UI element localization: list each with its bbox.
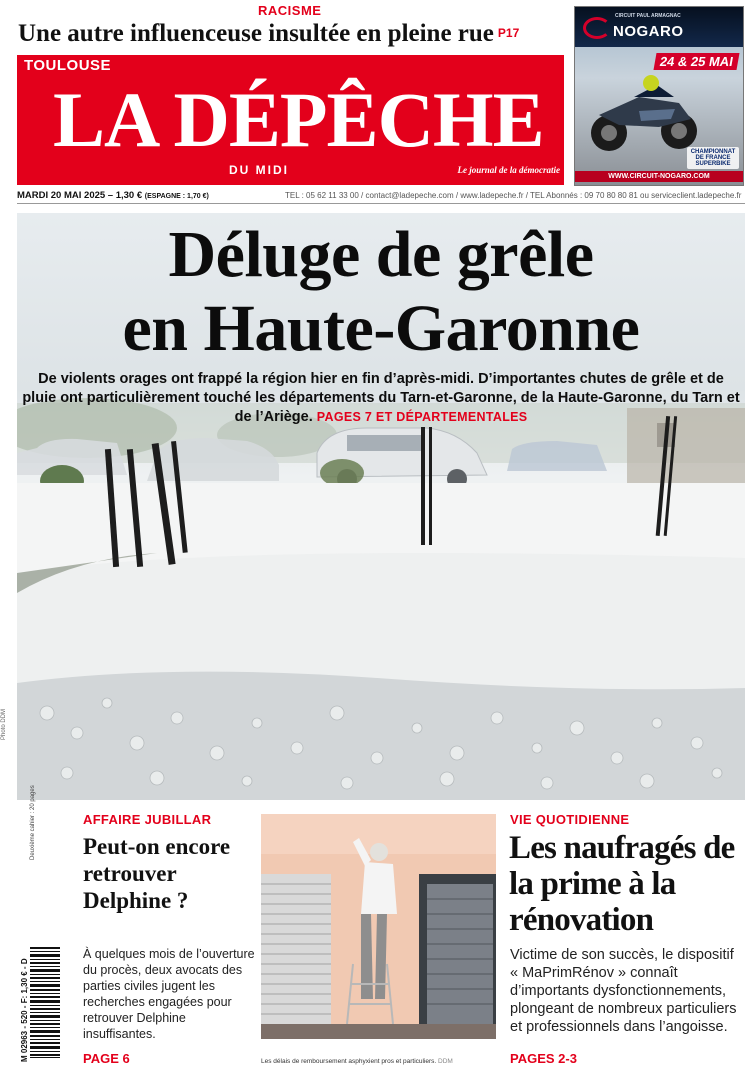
masthead-logo: LA DÉPÊCHE [53, 76, 544, 163]
barcode-icon [29, 945, 61, 1060]
ad-brand: NOGARO [613, 23, 684, 40]
main-pages-ref[interactable]: PAGES 7 ET DÉPARTEMENTALES [316, 410, 528, 424]
photo-credit: Photo DDM [1, 708, 7, 740]
motorcycle-icon [579, 75, 709, 153]
ad-url[interactable]: WWW.CIRCUIT-NOGARO.COM [575, 171, 743, 182]
story-left-title[interactable]: Peut-on encore retrouver Delphine ? [83, 834, 231, 913]
edition-info-line [17, 188, 745, 204]
top-teaser-headline[interactable] [18, 20, 566, 52]
spain-price: (ESPAGNE : 1,70 €) [144, 193, 209, 200]
story-left-kicker: AFFAIRE JUBILLAR [83, 812, 212, 827]
story-right-kicker: VIE QUOTIDIENNE [510, 812, 630, 827]
main-deck [20, 370, 742, 427]
caption-credit: DDM [438, 1058, 453, 1065]
masthead-city: TOULOUSE [24, 57, 112, 74]
main-headline[interactable] [17, 218, 745, 366]
renovation-photo [261, 814, 496, 1039]
deck-text: De violents orages ont frappé la région hier en fin d’après-midi. D’importantes chutes de grêle et de pluie ont particulièrement touché les départements du Tarn-et-Garonne, de la Haute-Garonne, du Tarn et de l’Ariège. [22, 371, 740, 425]
nogaro-logo-icon [583, 17, 611, 39]
masthead [17, 55, 564, 185]
ad-dates: 24 & 25 MAI [654, 53, 740, 70]
story-right-title[interactable]: Les naufragés de la prime à la rénovation [509, 830, 735, 938]
masthead-slogan: Le journal de la démocratie [457, 165, 560, 175]
edition-date-price [17, 190, 209, 201]
headline-line-2[interactable]: en Haute-Garonne [122, 292, 640, 365]
nogaro-advertisement[interactable] [574, 6, 744, 186]
headline-line-1[interactable]: Déluge de grêle [168, 218, 594, 291]
ad-venue: CIRCUIT PAUL ARMAGNAC [615, 13, 681, 19]
top-teaser-kicker: RACISME [258, 3, 322, 18]
ad-championship: CHAMPIONNAT DE FRANCE SUPERBIKE [687, 147, 739, 169]
barcode-text: M 02963 - 520 - F: 1,30 € - D [20, 958, 29, 1062]
story-left-pages[interactable]: PAGE 6 [83, 1051, 130, 1066]
contact-line: TEL : 05 62 11 33 00 / contact@ladepeche.com / www.ladepeche.fr / TEL Abonnés : 09 70 80 80 81 ou serviceclient.ladepeche.fr [285, 191, 742, 200]
masthead-subtitle: DU MIDI [229, 163, 289, 177]
house-facade-illustration [261, 814, 496, 1039]
photo-caption [261, 1058, 501, 1065]
story-left-body: À quelques mois de l’ouverture du procès, deux avocats des parties civiles jugent les recherches engagées pour retrouver Delphine insuffisantes. [83, 947, 255, 1041]
top-teaser-page: P17 [497, 26, 520, 40]
story-right-body: Victime de son succès, le dispositif « MaPrimRénov » connaît d’importants dysfonctionnements, plongeant de nombreux particuliers et professionnels dans l’angoisse. [510, 947, 737, 1035]
top-teaser-title[interactable]: Une autre influenceuse insultée en pleine rue [18, 20, 494, 47]
date-and-price: MARDI 20 MAI 2025 – 1,30 € [17, 190, 143, 201]
caption-text: Les délais de remboursement asphyxient pros et particuliers. [261, 1058, 437, 1065]
story-right-pages[interactable]: PAGES 2-3 [510, 1051, 577, 1066]
second-section-note: Deuxième cahier : 20 pages [30, 785, 36, 860]
